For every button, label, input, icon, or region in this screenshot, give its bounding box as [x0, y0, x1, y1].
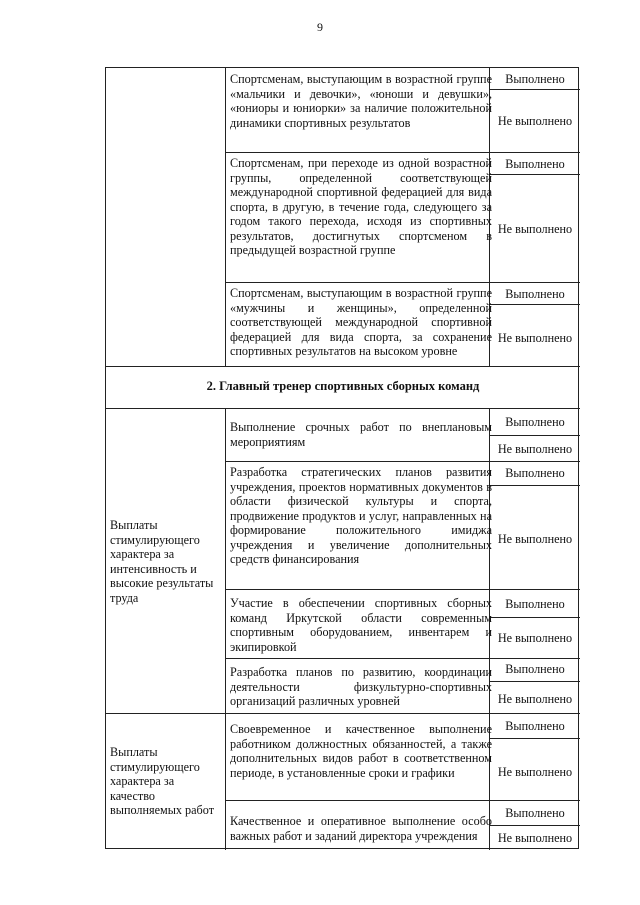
status-not-done: Не выполнено	[497, 532, 573, 546]
status-not-done: Не выполнено	[497, 765, 573, 779]
status-not-done: Не выполнено	[497, 114, 573, 128]
status-done: Выполнено	[505, 72, 565, 86]
status-divider	[489, 485, 580, 486]
status-divider	[489, 738, 580, 739]
status-done: Выполнено	[505, 287, 565, 301]
status-not-done: Не выполнено	[497, 222, 573, 236]
row-divider	[225, 282, 580, 283]
status-not-done: Не выполнено	[497, 831, 573, 845]
criterion-text: Спортсменам, выступающим в возрастной группе «мальчики и девочки», «юноши и девушки», «юниоры и юниорки» за наличие положительной динамики спортивных результатов	[230, 72, 492, 130]
category-label: Выплаты стимулирующего характера за интенсивность и высокие результаты труда	[110, 518, 214, 605]
criterion-text: Выполнение срочных работ по внеплановым мероприятиям	[230, 420, 492, 449]
row-divider	[106, 408, 580, 409]
status-divider	[489, 174, 580, 175]
page-number: 9	[317, 20, 323, 34]
row-divider	[106, 366, 580, 367]
row-divider	[225, 658, 580, 659]
status-done: Выполнено	[505, 597, 565, 611]
criterion-text: Спортсменам, при переходе из одной возрастной группы, определенной соответствующей международной спортивной федерацией для вида спорта, в другую, в течение года, следующего за годом такого перехода, исходя из спортивных результатов, достигнутых спортсменом в предыдущей возрастной группе	[230, 156, 492, 257]
row-divider	[225, 800, 580, 801]
row-divider	[106, 713, 580, 714]
status-divider	[489, 304, 580, 305]
status-done: Выполнено	[505, 157, 565, 171]
section-name: Главный тренер спортивных сборных команд	[219, 379, 480, 393]
criterion-text: Своевременное и качественное выполнение работником должностных обязанностей, а также дополнительных видов работ в соответственном периоде, в установленные сроки и графики	[230, 722, 492, 780]
status-not-done: Не выполнено	[497, 631, 573, 645]
status-done: Выполнено	[505, 466, 565, 480]
status-divider	[489, 89, 580, 90]
status-done: Выполнено	[505, 806, 565, 820]
status-divider	[489, 681, 580, 682]
status-done: Выполнено	[505, 662, 565, 676]
row-divider	[225, 589, 580, 590]
section-number: 2.	[206, 379, 216, 393]
col-divider	[225, 408, 226, 850]
status-not-done: Не выполнено	[497, 331, 573, 345]
status-divider	[489, 825, 580, 826]
criterion-text: Спортсменам, выступающим в возрастной группе «мужчины и женщины», определенной соответствующей международной спортивной федерацией для вида спорта, за сохранение спортивных результатов на высоком уровне	[230, 286, 492, 358]
status-not-done: Не выполнено	[497, 692, 573, 706]
section-title	[106, 379, 580, 394]
col-divider	[225, 68, 226, 366]
category-label: Выплаты стимулирующего характера за качество выполняемых работ	[110, 745, 215, 817]
criterion-text: Качественное и оперативное выполнение особо важных работ и заданий директора учреждения	[230, 814, 492, 843]
status-done: Выполнено	[505, 719, 565, 733]
status-divider	[489, 617, 580, 618]
criteria-table	[105, 67, 579, 849]
status-divider	[489, 435, 580, 436]
row-divider	[225, 152, 580, 153]
criterion-text: Разработка стратегических планов развития учреждения, проектов нормативных документов в области физической культуры и спорта, продвижение продуктов и услуг, направленных на формирование положительного имиджа учреждения и увеличение дополнительных средств финансирования	[230, 465, 492, 566]
row-divider	[225, 461, 580, 462]
status-done: Выполнено	[505, 415, 565, 429]
status-not-done: Не выполнено	[497, 442, 573, 456]
criterion-text: Участие в обеспечении спортивных сборных команд Иркутской области современным спортивным оборудованием, инвентарем и экипировкой	[230, 596, 492, 654]
criterion-text: Разработка планов по развитию, координации деятельности физкультурно-спортивных организаций различных уровней	[230, 665, 492, 708]
